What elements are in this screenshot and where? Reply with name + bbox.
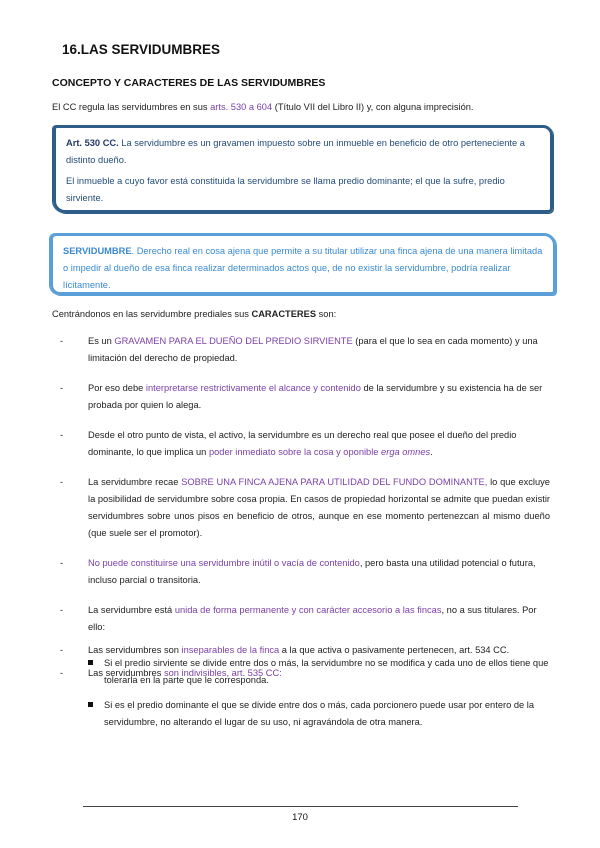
list-item: - Desde el otro punto de vista, el activo, la servidumbre es un derecho real que posee el dueño del predio dominante, lo que implica un poder inmediato sobre la cosa y oponible erga omnes. (60, 430, 517, 457)
list-item: - Las servidumbres son indivisibles, art. 535 CC: (60, 668, 282, 678)
article-label: Art. 530 CC. (66, 138, 119, 148)
page-title: 16.LAS SERVIDUMBRES (62, 42, 221, 57)
list-item: - No puede constituirse una servidumbre inútil o vacía de contenido, pero basta una utilidad potencial o futura, incluso parcial o transitoria. (60, 558, 536, 585)
square-bullet-icon (88, 702, 93, 707)
section-subtitle: CONCEPTO Y CARACTERES DE LAS SERVIDUMBRES (52, 77, 326, 89)
characters-lead: Centrándonos en las servidumbre prediales sus CARACTERES son: (52, 309, 337, 319)
list-item: - Por eso debe interpretarse restrictivamente el alcance y contenido de la servidumbre y su existencia ha de ser probada por quien lo alega. (60, 383, 543, 410)
list-item: - Es un GRAVAMEN PARA EL DUEÑO DEL PREDIO SIRVIENTE (para el que lo sea en cada momento) y una limitación del derecho de propiedad. (60, 336, 538, 363)
square-bullet-icon (88, 660, 93, 665)
article-range-ref: arts. 530 a 604 (210, 102, 273, 112)
list-item: - La servidumbre está unida de forma permanente y con carácter accesorio a las fincas, no a sus titulares. Por ello: (60, 605, 537, 632)
footer-divider (83, 806, 518, 807)
list-item: - La servidumbre recae SOBRE UNA FINCA AJENA PARA UTILIDAD DEL FUNDO DOMINANTE, lo que excluye la posibilidad de servidumbre sobre cosa propia. En casos de propiedad horizontal se admite que puedan existir servidumbres sobre unos pisos en beneficio de otros, aunque en ese momento pertenezcan al mismo dueño (que suele ser el promotor). (60, 477, 550, 538)
characters-list (60, 333, 550, 682)
sub-list-item: Si el predio sirviente se divide entre dos o más, la servidumbre no se modifica y cada uno de ellos tiene que tolerarla en la parte que le corresponda. (88, 655, 554, 689)
sub-list-item: Si es el predio dominante el que se divide entre dos o más, cada porcionero puede usar por entero de la servidumbre, no alterando el lugar de su uso, ni agravándola de otra manera. (88, 697, 554, 731)
article-530-second-paragraph: El inmueble a cuyo favor está constituida la servidumbre se llama predio dominante; el que la sufre, predio sirviente. (66, 176, 505, 203)
page-number: 170 (292, 812, 308, 823)
list-item: - Las servidumbres son inseparables de la finca a la que activa o pasivamente pertenecen, art. 534 CC. (60, 645, 510, 655)
definition-box: SERVIDUMBRE. Derecho real en cosa ajena que permite a su titular utilizar una finca ajena de una manera limitada o impedir al dueño de esa finca realizar determinados actos que, de no existir la servidumbre, podría realizar lícitamente. (50, 233, 556, 295)
intro-paragraph: El CC regula las servidumbres en sus arts. 530 a 604 (Título VII del Libro II) y, con alguna imprecisión. (52, 102, 474, 112)
definition-term: SERVIDUMBRE (63, 246, 132, 256)
article-530-box: Art. 530 CC. La servidumbre es un gravamen impuesto sobre un inmueble en beneficio de otro perteneciente a distinto dueño. El inmueble a cuyo favor está constituida la servidumbre se llama predio dominante; el que la sufre, predio sirviente. (53, 125, 553, 213)
